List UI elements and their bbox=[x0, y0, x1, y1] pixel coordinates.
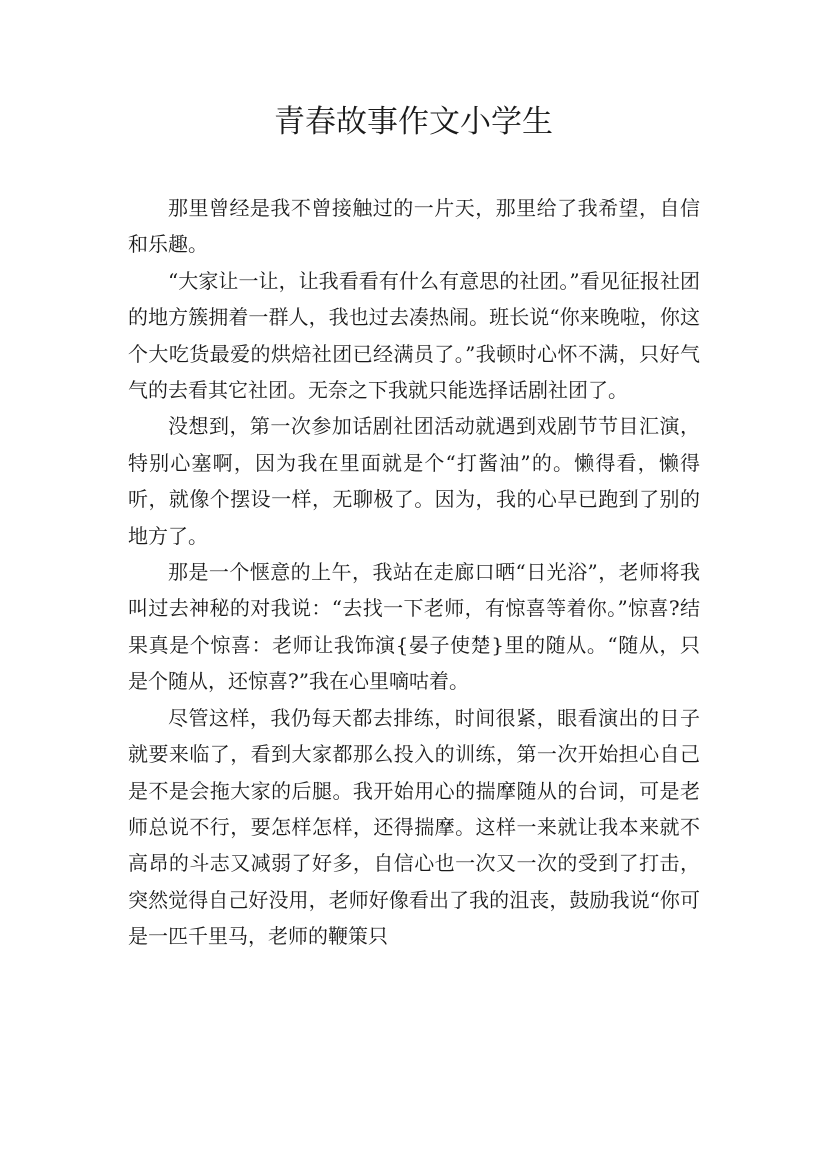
paragraph-4: 那是一个惬意的上午，我站在走廊口晒“日光浴”，老师将我叫过去神秘的对我说：“去找一下老师，有惊喜等着你。”惊喜?结果真是个惊喜：老师让我饰演{晏子使楚}里的随从。“随从，只是个随从，还惊喜?”我在心里嘀咕着。 bbox=[128, 560, 700, 694]
paragraph-5: 尽管这样，我仍每天都去排练，时间很紧，眼看演出的日子就要来临了，看到大家都那么投入的训练，第一次开始担心自己是不是会拖大家的后腿。我开始用心的揣摩随从的台词，可是老师总说不行，要怎样怎样，还得揣摩。这样一来就让我本来就不高昂的斗志又减弱了好多，自信心也一次又一次的受到了打击，突然觉得自己好没用，老师好像看出了我的沮丧，鼓励我说“你可是一匹千里马，老师的鞭策只 bbox=[128, 705, 700, 949]
paragraph-2: “大家让一让，让我看看有什么有意思的社团。”看见征报社团的地方簇拥着一群人，我也过去凑热闹。班长说“你来晚啦，你这个大吃货最爱的烘焙社团已经满员了。”我顿时心怀不满，只好气气的去看其它社团。无奈之下我就只能选择话剧社团了。 bbox=[128, 268, 700, 403]
document-title: 青春故事作文小学生 bbox=[274, 104, 553, 140]
paragraph-3: 没想到，第一次参加话剧社团活动就遇到戏剧节节目汇演，特别心塞啊，因为我在里面就是个“打酱油”的。懒得看，懒得听，就像个摆设一样，无聊极了。因为，我的心早已跑到了别的地方了。 bbox=[128, 414, 700, 548]
document-body bbox=[128, 190, 700, 955]
paragraph-1: 那里曾经是我不曾接触过的一片天，那里给了我希望，自信和乐趣。 bbox=[128, 196, 700, 257]
